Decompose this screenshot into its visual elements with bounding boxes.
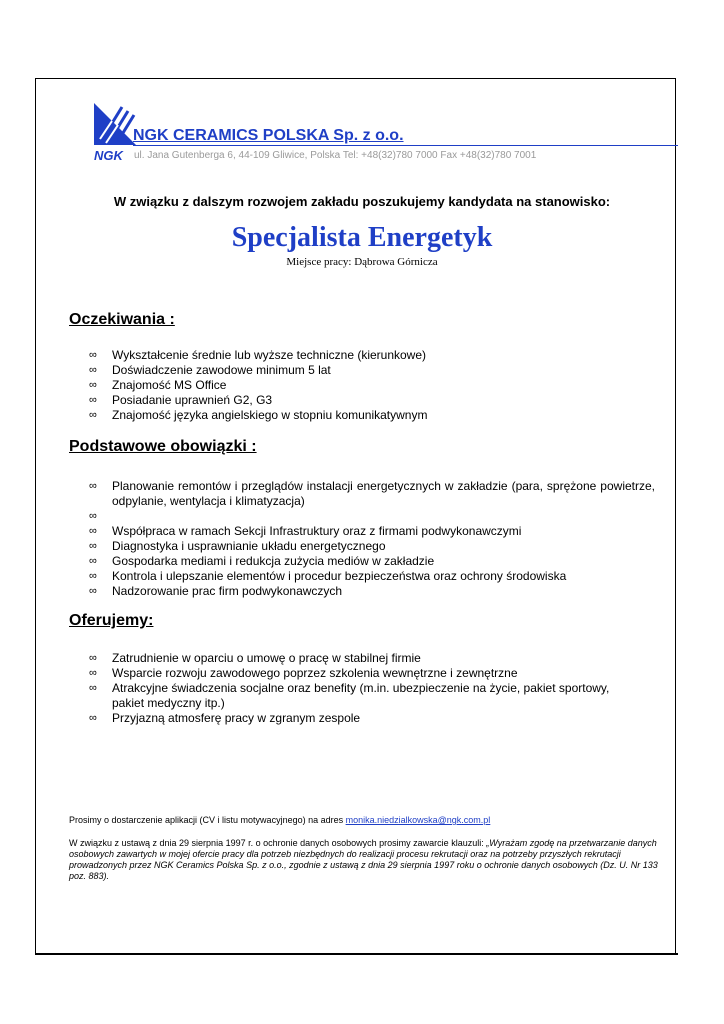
list-item: ∞ Doświadczenie zawodowe minimum 5 lat — [89, 363, 331, 377]
list-item: ∞ Planowanie remontów i przeglądów instalacji energetycznych w zakładzie (para, sprężone powietrze, odpylanie, wentylacja i klimatyzacja) — [89, 479, 655, 508]
list-item: ∞ Znajomość MS Office — [89, 378, 227, 392]
ngk-wordmark — [94, 148, 128, 162]
list-item: ∞ Posiadanie uprawnień G2, G3 — [89, 393, 273, 407]
bullet-icon: ∞ — [89, 540, 97, 552]
company-address: ul. Jana Gutenberga 6, 44-109 Gliwice, Polska Tel: +48(32)780 7000 Fax +48(32)780 7001 — [134, 150, 537, 161]
bullet-icon: ∞ — [89, 570, 97, 582]
bullet-icon: ∞ — [89, 712, 97, 724]
list-item: ∞ Diagnostyka i usprawnianie układu energetycznego — [89, 539, 386, 553]
offer-heading: Oferujemy: — [69, 612, 154, 629]
list-item: ∞ Przyjazną atmosferę pracy w zgranym zespole — [89, 711, 361, 725]
bullet-icon: ∞ — [89, 585, 97, 597]
header-rule — [133, 145, 678, 146]
bullet-icon: ∞ — [89, 379, 97, 391]
intro-text: W związku z dalszym rozwojem zakładu poszukujemy kandydata na stanowisko: — [113, 194, 611, 209]
expectations-list — [89, 348, 655, 423]
bullet-icon: ∞ — [89, 364, 97, 376]
bullet-icon: ∞ — [89, 480, 97, 492]
list-item: ∞ Atrakcyjne świadczenia socjalne oraz benefity (m.in. ubezpieczenie na życie, pakiet sportowy, pakiet medyczny itp.) — [89, 681, 610, 710]
job-location: Miejsce pracy: Dąbrowa Górnicza — [286, 256, 438, 268]
duties-list — [89, 479, 655, 599]
bullet-icon: ∞ — [89, 525, 97, 537]
bullet-icon: ∞ — [89, 510, 97, 522]
bottom-border — [35, 953, 678, 955]
expectations-heading: Oczekiwania : — [69, 311, 175, 328]
list-item: ∞ Gospodarka mediami i redukcja zużycia mediów w zakładzie — [89, 554, 435, 568]
ngk-logo-icon — [94, 103, 136, 145]
bullet-icon: ∞ — [89, 394, 97, 406]
bullet-icon: ∞ — [89, 349, 97, 361]
ngk-wordmark-text: NGK — [94, 148, 123, 162]
list-item: ∞ Wsparcie rozwoju zawodowego poprzez szkolenia wewnętrzne i zewnętrzne — [89, 666, 518, 680]
company-name: NGK CERAMICS POLSKA Sp. z o.o. — [133, 127, 404, 144]
list-item: ∞ Współpraca w ramach Sekcji Infrastruktury oraz z firmami podwykonawczymi — [89, 524, 522, 538]
contact-text: Prosimy o dostarczenie aplikacji (CV i listu motywacyjnego) na adres — [69, 815, 346, 825]
offer-list — [89, 651, 655, 726]
list-item: ∞ Znajomość języka angielskiego w stopniu komunikatywnym — [89, 408, 428, 422]
list-item: ∞ Zatrudnienie w oparciu o umowę o pracę w stabilnej firmie — [89, 651, 421, 665]
list-item — [89, 509, 655, 524]
clause-intro: W związku z ustawą z dnia 29 sierpnia 1997 r. o ochronie danych osobowych prosimy zawarcie klauzuli: — [69, 838, 487, 848]
bullet-icon: ∞ — [89, 409, 97, 421]
bullet-icon: ∞ — [89, 555, 97, 567]
list-item: ∞ Kontrola i ulepszanie elementów i procedur bezpieczeństwa oraz ochrony środowiska — [89, 569, 567, 583]
clause-text: „Wyrażam zgodę na przetwarzanie danych osobowych zawartych w mojej ofercie pracy dla potrzeb niezbędnych do realizacji procesu rekrutacji oraz na potrzeby przyszłych rekrutacji prowadzonych przez NGK Ceramics Polska Sp. z o.o., zgodnie z ustawą z dnia 29 sierpnia 1997 roku o ochronie danych osobowych (Dz. U. Nr 133 poz. 883). — [69, 838, 658, 881]
list-item: ∞ Wykształcenie średnie lub wyższe techniczne (kierunkowe) — [89, 348, 427, 362]
bullet-icon: ∞ — [89, 652, 97, 664]
bullet-icon: ∞ — [89, 667, 97, 679]
consent-clause — [69, 838, 659, 882]
duties-heading: Podstawowe obowiązki : — [69, 438, 257, 455]
contact-line — [69, 815, 490, 825]
bullet-icon: ∞ — [89, 682, 97, 694]
job-title: Specjalista Energetyk — [231, 222, 493, 253]
list-item: ∞ Nadzorowanie prac firm podwykonawczych — [89, 584, 343, 598]
contact-email-link[interactable]: monika.niedzialkowska@ngk.com.pl — [345, 815, 491, 825]
